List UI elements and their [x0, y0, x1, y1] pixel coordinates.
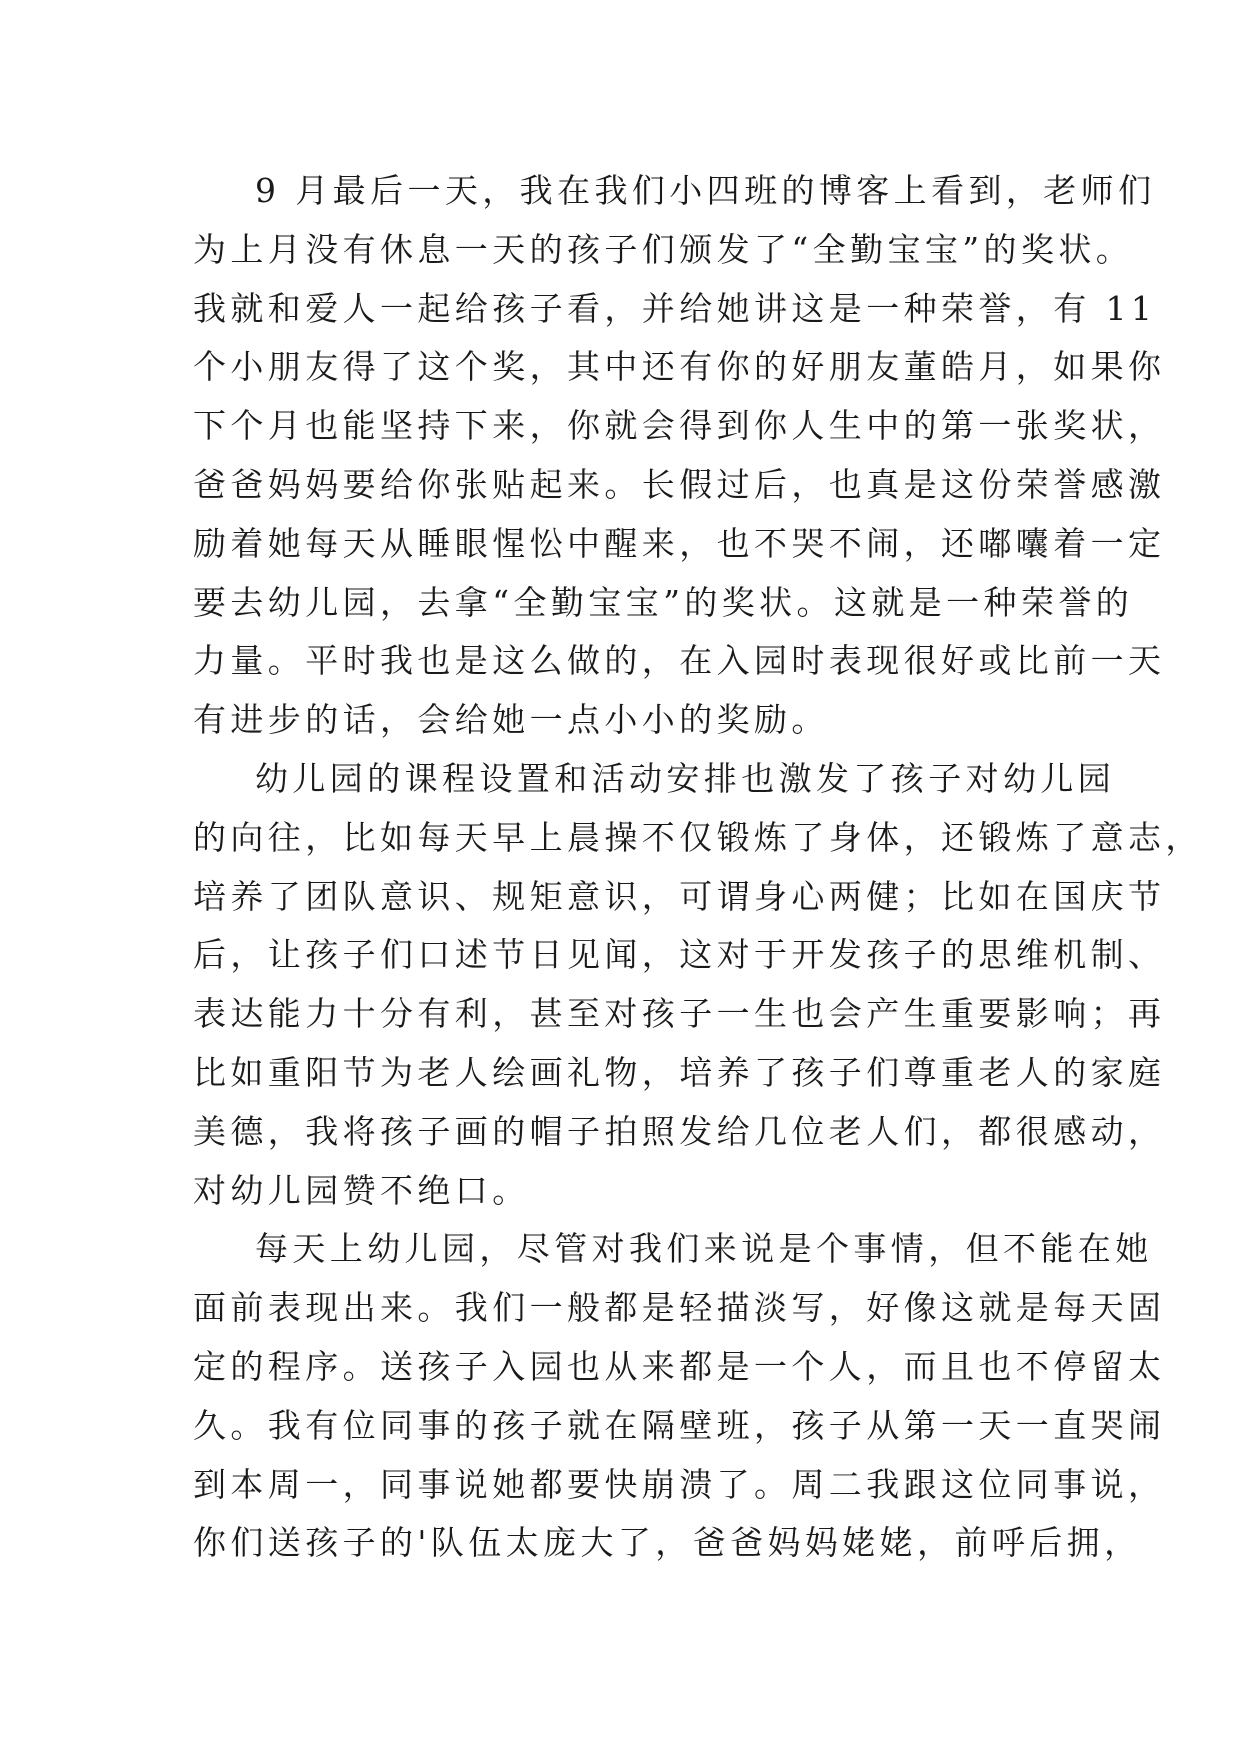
text-line: 励着她每天从睡眼惺忪中醒来，也不哭不闹，还嘟囔着一定: [193, 523, 1166, 563]
text-line: 表达能力十分有利，甚至对孩子一生也会产生重要影响；再: [193, 994, 1166, 1034]
text-line: 为上月没有休息一天的孩子们颁发了“全勤宝宝”的奖状。: [193, 229, 1134, 269]
document-body: [193, 162, 1203, 1573]
text-line: 对幼儿园赞不绝口。: [193, 1170, 530, 1210]
paragraph-3: [193, 1220, 1166, 1573]
text-line: 爸爸妈妈要给你张贴起来。长假过后，也真是这份荣誉感激: [193, 464, 1166, 504]
paragraph-2: [193, 750, 1203, 1220]
text-line: 你们送孩子的'队伍太庞大了，爸爸妈妈姥姥，前呼后拥，: [193, 1523, 1142, 1563]
text-line: 每天上幼儿园，尽管对我们来说是个事情，但不能在她: [255, 1229, 1153, 1269]
text-line: 下个月也能坚持下来，你就会得到你人生中的第一张奖状，: [193, 406, 1166, 446]
text-line: 到本周一，同事说她都要快崩溃了。周二我跟这位同事说，: [193, 1464, 1166, 1504]
text-line: 的向往，比如每天早上晨操不仅锻炼了身体，还锻炼了意志，: [193, 817, 1203, 857]
text-line: 力量。平时我也是这么做的，在入园时表现很好或比前一天: [193, 641, 1166, 681]
text-line: 美德，我将孩子画的帽子拍照发给几位老人们，都很感动，: [193, 1111, 1166, 1151]
text-line: 后，让孩子们口述节日见闻，这对于开发孩子的思维机制、: [193, 935, 1166, 975]
text-line: 久。我有位同事的孩子就在隔壁班，孩子从第一天一直哭闹: [193, 1405, 1166, 1445]
text-line: 个小朋友得了这个奖，其中还有你的好朋友董皓月，如果你: [193, 347, 1166, 387]
text-line: 9 月最后一天，我在我们小四班的博客上看到，老师们: [255, 171, 1156, 210]
text-line: 定的程序。送孩子入园也从来都是一个人，而且也不停留太: [193, 1346, 1166, 1386]
text-line: 培养了团队意识、规矩意识，可谓身心两健；比如在国庆节: [193, 876, 1166, 916]
text-line: 要去幼儿园，去拿“全勤宝宝”的奖状。这就是一种荣誉的: [193, 582, 1134, 622]
paragraph-1: [193, 162, 1166, 750]
text-line: 幼儿园的课程设置和活动安排也激发了孩子对幼儿园: [255, 758, 1116, 798]
text-line: 面前表现出来。我们一般都是轻描淡写，好像这就是每天固: [193, 1288, 1166, 1328]
text-line: 我就和爱人一起给孩子看，并给她讲这是一种荣誉，有 11: [193, 288, 1157, 328]
text-line: 比如重阳节为老人绘画礼物，培养了孩子们尊重老人的家庭: [193, 1052, 1166, 1092]
text-line: 有进步的话，会给她一点小小的奖励。: [193, 700, 829, 740]
